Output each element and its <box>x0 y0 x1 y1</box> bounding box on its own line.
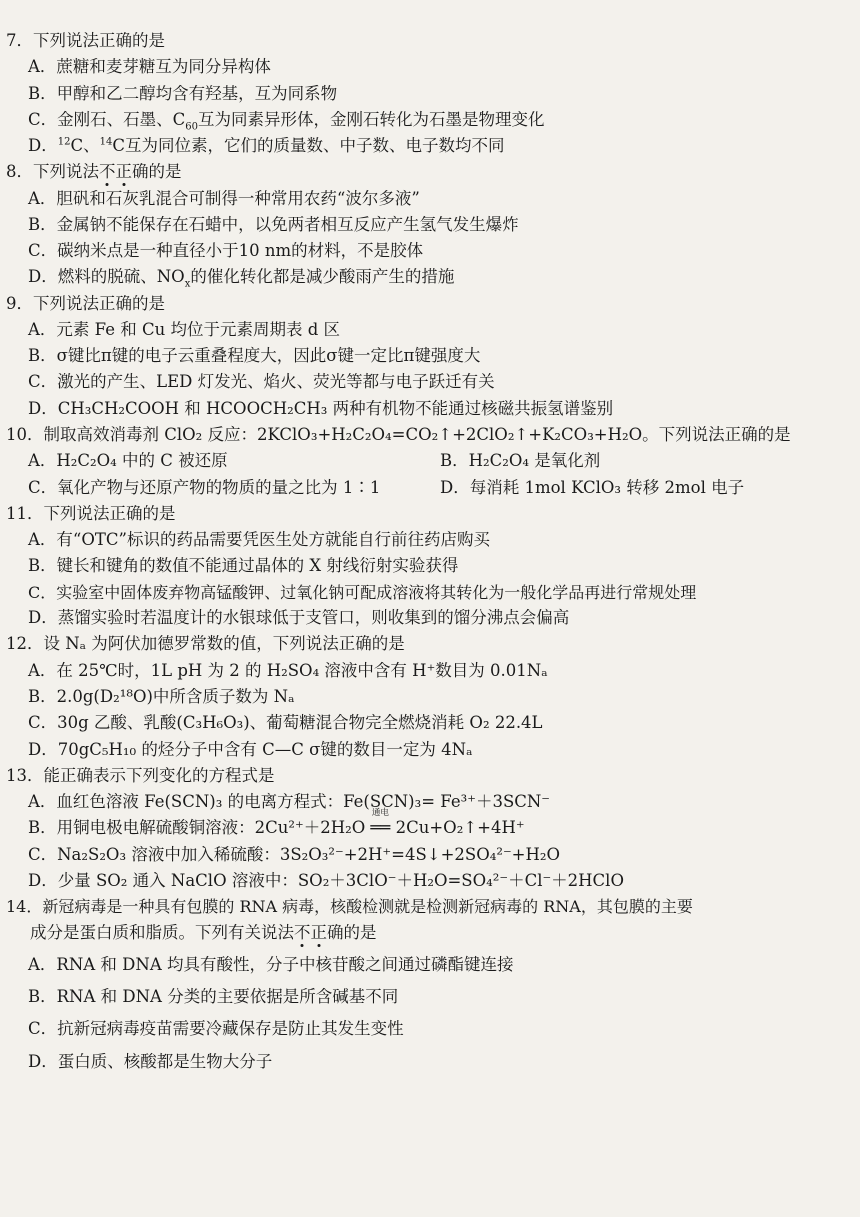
option-b: B．用铜电极电解硫酸铜溶液：2Cu²⁺＋2H₂O 通电 ══ 2Cu+O₂↑+4H⁺ <box>28 817 852 839</box>
option-a: A．血红色溶液 Fe(SCN)₃ 的电离方程式：Fe(SCN)₃= Fe³⁺＋3SCN⁻ <box>28 792 551 812</box>
option-d: D．少量 SO₂ 通入 NaClO 溶液中：SO₂＋3ClO⁻＋H₂O=SO₄²⁻＋Cl⁻＋2HClO <box>28 870 624 890</box>
option-b: B．σ键比π键的电子云重叠程度大，因此σ键一定比π键强度大 <box>28 346 481 366</box>
option-a: A．在 25℃时，1L pH 为 2 的 H₂SO₄ 溶液中含有 H⁺数目为 0.01Nₐ <box>28 660 548 680</box>
option-c: C．Na₂S₂O₃ 溶液中加入稀硫酸：3S₂O₃²⁻+2H⁺=4S↓+2SO₄²⁻+H₂O <box>28 844 561 864</box>
option-d: D．每消耗 1mol KClO₃ 转移 2mol 电子 <box>440 477 745 497</box>
question-stem: 8．下列说法不正确的是 <box>6 162 182 182</box>
question-stem-line2: 成分是蛋白质和脂质。下列有关说法不正确的是 <box>30 922 377 942</box>
question-stem: 7．下列说法正确的是 <box>6 31 165 50</box>
option-b: B．键长和键角的数值不能通过晶体的 X 射线衍射实验获得 <box>28 556 459 576</box>
question-13 <box>6 765 852 892</box>
option-d: D．$^{12}$C、$^{14}$C互为同位素，它们的质量数、中子数、电子数均不同 <box>28 136 505 156</box>
question-9 <box>6 293 852 420</box>
option-c: C．激光的产生、LED 灯发光、焰火、荧光等都与电子跃迁有关 <box>28 372 495 392</box>
option-d: D．蛋白质、核酸都是生物大分子 <box>28 1051 273 1071</box>
option-d: D．CH₃CH₂COOH 和 HCOOCH₂CH₃ 两种有机物不能通过核磁共振氢谱鉴别 <box>28 398 614 418</box>
question-stem: 14．新冠病毒是一种具有包膜的 RNA 病毒，核酸检测就是检测新冠病毒的 RNA，其包膜的主要 <box>6 897 693 917</box>
option-d: D．蒸馏实验时若温度计的水银球低于支管口，则收集到的馏分沸点会偏高 <box>28 608 570 628</box>
option-c: C．30g 乙酸、乳酸(C₃H₆O₃)、葡萄糖混合物完全燃烧消耗 O₂ 22.4L <box>28 713 543 733</box>
option-b: B．RNA 和 DNA 分类的主要依据是所含碱基不同 <box>28 987 399 1007</box>
option-c: C．碳纳米点是一种直径小于10 nm的材料，不是胶体 <box>28 241 424 261</box>
option-d: D．70gC₅H₁₀ 的烃分子中含有 C—C σ键的数目一定为 4Nₐ <box>28 739 473 759</box>
option-b: B．金属钠不能保存在石蜡中，以免两者相互反应产生氢气发生爆炸 <box>28 214 519 234</box>
reaction-condition: 通电 ══ <box>370 808 391 838</box>
option-a: A．有“OTC”标识的药品需要凭医生处方就能自行前往药店购买 <box>28 530 490 550</box>
question-14 <box>6 896 852 1073</box>
question-7 <box>6 30 852 157</box>
option-a: A．蔗糖和麦芽糖互为同分异构体 <box>28 57 271 77</box>
option-row <box>28 477 852 499</box>
question-11 <box>6 503 852 630</box>
question-10 <box>6 424 852 499</box>
option-row <box>28 450 852 472</box>
option-d: D．燃料的脱硫、$NO_x$的催化转化都是减少酸雨产生的措施 <box>28 267 455 290</box>
question-stem: 12．设 Nₐ 为阿伏加德罗常数的值，下列说法正确的是 <box>6 634 405 654</box>
option-a: A．H₂C₂O₄ 中的 C 被还原 <box>28 451 228 471</box>
option-b: B．2.0g(D₂¹⁸O)中所含质子数为 Nₐ <box>28 686 295 706</box>
option-a: A．元素 Fe 和 Cu 均位于元素周期表 d 区 <box>28 319 341 339</box>
question-stem: 10．制取高效消毒剂 ClO₂ 反应：2KClO₃+H₂C₂O₄=CO₂↑+2ClO₂↑+K₂CO₃+H₂O。下列说法正确的是 <box>6 424 791 444</box>
option-c: C．金刚石、石墨、$C_{60}$互为同素异形体，金刚石转化为石墨是物理变化 <box>28 109 545 133</box>
option-c: C．氧化产物与还原产物的物质的量之比为 1∶1 <box>28 477 381 497</box>
question-stem: 9．下列说法正确的是 <box>6 293 165 313</box>
option-c: C．抗新冠病毒疫苗需要冷藏保存是防止其发生变性 <box>28 1019 404 1039</box>
option-b: B．甲醇和乙二醇均含有羟基，互为同系物 <box>28 83 338 103</box>
option-a: A．RNA 和 DNA 均具有酸性，分子中核苷酸之间通过磷酯键连接 <box>28 954 514 974</box>
question-12 <box>6 633 852 760</box>
question-8 <box>6 161 852 288</box>
question-stem: 11．下列说法正确的是 <box>6 503 176 523</box>
option-b: B．H₂C₂O₄ 是氧化剂 <box>440 451 601 471</box>
question-stem: 13．能正确表示下列变化的方程式是 <box>6 765 275 785</box>
option-c: C．实验室中固体废弃物高锰酸钾、过氧化钠可配成溶液将其转化为一般化学品再进行常规处理 <box>28 582 697 602</box>
option-a: A．胆矾和石灰乳混合可制得一种常用农药“波尔多液” <box>28 188 420 208</box>
